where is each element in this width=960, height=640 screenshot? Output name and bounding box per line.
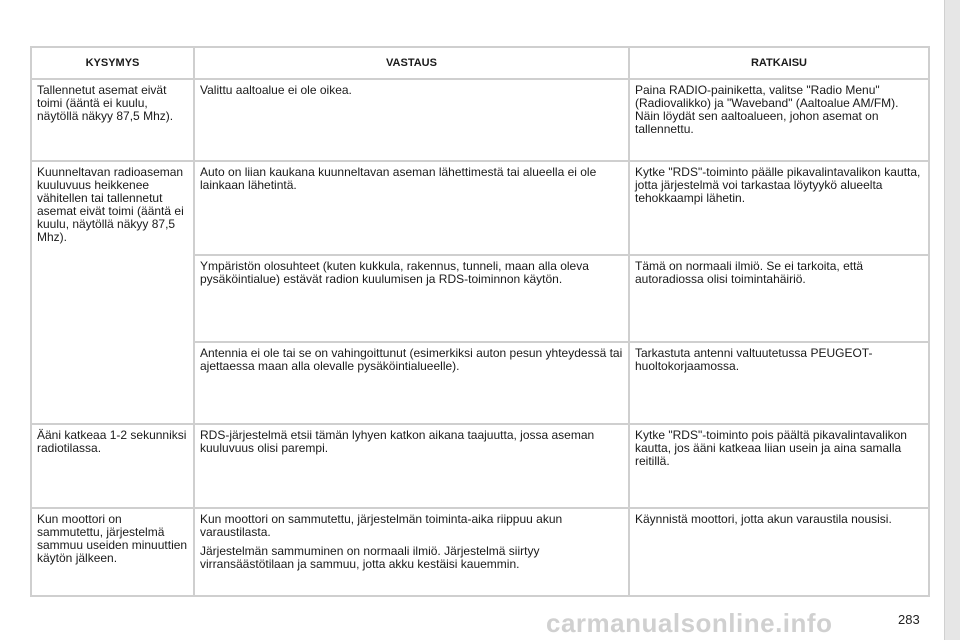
watermark: carmanualsonline.info [546, 608, 833, 638]
answer-text: RDS-järjestelmä etsii tämän lyhyen katkon aikana taajuutta, jossa aseman kuuluvuus olisi parempi. [200, 428, 595, 455]
question-cell: Ääni katkeaa 1-2 sekunniksi radiotilassa. [31, 424, 194, 508]
solution-cell: Tämä on normaali ilmiö. Se ei tarkoita, että autoradiossa olisi toimintahäiriö. [629, 255, 929, 342]
page-number: 283 [898, 612, 920, 627]
solution-cell: Käynnistä moottori, jotta akun varaustila nousisi. [629, 508, 929, 596]
answer-text: Antennia ei ole tai se on vahingoittunut (esimerkiksi auton pesun yhteydessä tai ajettaessa maan alla olevalle pysäköintialueelle). [200, 346, 623, 373]
answer-text: Järjestelmän sammuminen on normaali ilmiö. Järjestelmä siirtyy virransäästötilaan ja sammuu, jotta akku kestäisi kauemmin. [200, 544, 540, 571]
column-header-solution: RATKAISU [629, 47, 929, 79]
column-header-answer: VASTAUS [194, 47, 629, 79]
solution-cell: Tarkastuta antenni valtuutetussa PEUGEOT-huoltokorjaamossa. [629, 342, 929, 424]
answer-cell [194, 342, 629, 424]
answer-cell [194, 79, 629, 161]
solution-cell: Kytke "RDS"-toiminto päälle pikavalintavalikon kautta, jotta järjestelmä voi tarkastaa löytyykö alueelta tehokkaampi lähetin. [629, 161, 929, 255]
answer-cell [194, 424, 629, 508]
question-cell: Kuunneltavan radioaseman kuuluvuus heikkenee vähitellen tai tallennetut asemat eivät toimi (ääntä ei kuulu, näytöllä näkyy 87,5 Mhz). [31, 161, 194, 424]
table-row [31, 79, 929, 161]
question-cell: Tallennetut asemat eivät toimi (ääntä ei kuulu, näytöllä näkyy 87,5 Mhz). [31, 79, 194, 161]
solution-cell: Paina RADIO-painiketta, valitse "Radio Menu" (Radiovalikko) ja "Waveband" (Aaltoalue AM/FM). Näin löydät sen aaltoalueen, johon asemat on tallennettu. [629, 79, 929, 161]
answer-cell [194, 508, 629, 596]
table-row [31, 508, 929, 596]
answer-text: Auto on liian kaukana kuunneltavan aseman lähettimestä tai alueella ei ole lainkaan lähetintä. [200, 165, 597, 192]
column-header-question: KYSYMYS [31, 47, 194, 79]
answer-text: Ympäristön olosuhteet (kuten kukkula, rakennus, tunneli, maan alla oleva pysäköintialue) estävät radion kuulumisen ja RDS-toiminnon käytön. [200, 259, 589, 286]
scrollbar[interactable] [944, 0, 960, 640]
solution-cell: Kytke "RDS"-toiminto pois päältä pikavalintavalikon kautta, jos ääni katkeaa liian usein ja aina samalla reitillä. [629, 424, 929, 508]
answer-cell [194, 255, 629, 342]
table-row [31, 424, 929, 508]
table-header-row [31, 47, 929, 79]
answer-cell [194, 161, 629, 255]
question-cell: Kun moottori on sammutettu, järjestelmä sammuu useiden minuuttien käytön jälkeen. [31, 508, 194, 596]
answer-text: Valittu aaltoalue ei ole oikea. [200, 83, 352, 97]
table-row [31, 161, 929, 255]
troubleshooting-table [30, 46, 930, 597]
answer-text: Kun moottori on sammutettu, järjestelmän toiminta-aika riippuu akun varaustilasta. [200, 512, 563, 539]
